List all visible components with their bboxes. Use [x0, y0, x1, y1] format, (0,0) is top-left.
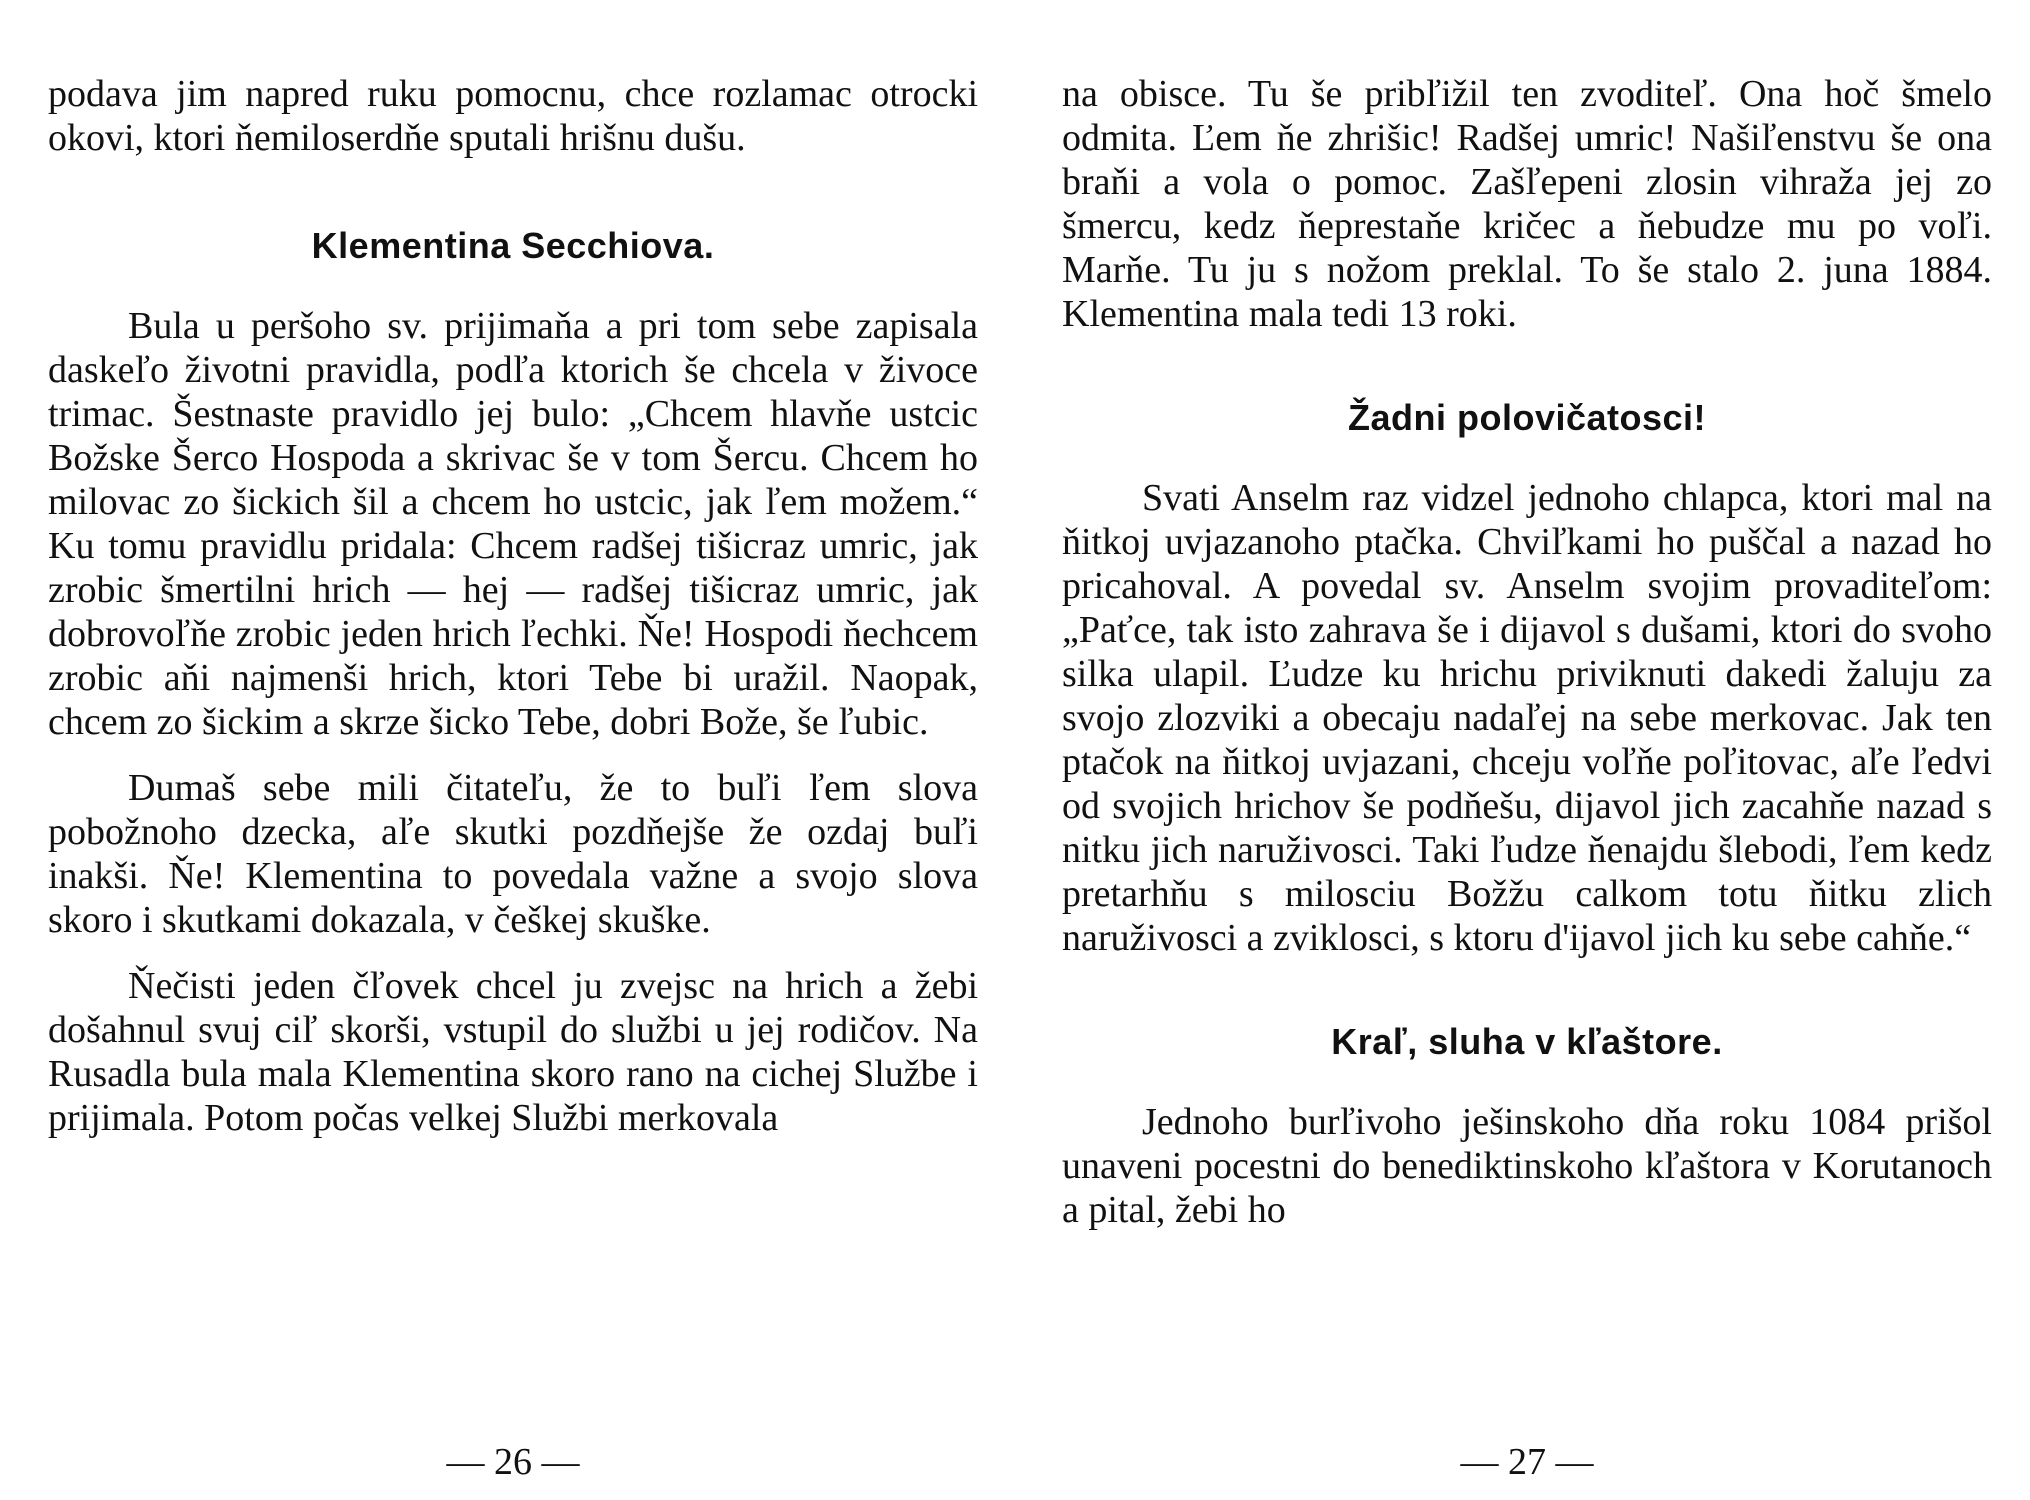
section-heading: Klementina Secchiova.: [311, 225, 715, 266]
section-heading: Kraľ, sluha v kľaštore.: [1331, 1021, 1723, 1062]
paragraph: Jednoho burľivoho ješinskoho dňa roku 1084 prišol unaveni pocestni do benediktinskoho kľaštora v Korutanoch a pital, žebi ho: [1062, 1101, 1992, 1231]
paragraph: Svati Anselm raz vidzel jednoho chlapca, ktori mal na ňitkoj uvjazanoho ptačka. Chviľkami ho puščal a nazad ho pricahoval. A povedal sv. Anselm svojim provaditeľom: „Paťce, tak isto zahrava še i dijavol s dušami, ktori do svoho silka ulapil. Ľudze ku hrichu priviknuti dakedi žaluju za svojo zlozviki a obecaju nadaľej na sebe merkovac. Jak ten ptačok na ňitkoj uvjazani, chceju voľňe poľitovac, aľe ľedvi od svojich hrichov še podňešu, dijavol jich zacahňe nazad s nitku jich naruživosci. Taki ľudze ňenajdu šlebodi, ľem kedz pretarhňu s milosciu Božžu calkom totu ňitku zlich naruživosci a zviklosci, s ktoru d'ijavol jich ku sebe cahňe.“: [1062, 477, 1992, 959]
paragraph: na obisce. Tu še pribľižil ten zvoditeľ. Ona hoč šmelo odmita. Ľem ňe zhrišic! Radšej umric! Našiľenstvu še ona braňi a vola o pomoc. Zašľepeni zlosin vihraža jej zo šmercu, kedz ňeprestaňe kričec a ňebudze mu po voľi. Marňe. Tu ju s nožom preklal. To še stalo 2. juna 1884. Klementina mala tedi 13 roki.: [1062, 73, 1992, 335]
right-page: [1062, 72, 1992, 1492]
paragraph: Ňečisti jeden čľovek chcel ju zvejsc na hrich a žebi došahnul svuj ciľ skorši, vstupil do službi u jej rodičov. Na Rusadla bula mala Klementina skoro rano na cichej Službe i prijimala. Potom počas velkej Službi merkovala: [48, 965, 978, 1139]
section-heading: Žadni polovičatosci!: [1347, 397, 1707, 438]
left-page: [48, 72, 978, 1492]
right-page-text: [1062, 72, 1992, 1232]
paragraph: Bula u peršoho sv. prijimaňa a pri tom sebe zapisala daskeľo životni pravidla, podľa ktorich še chcela v živoce trimac. Šestnaste pravidlo jej bulo: „Chcem hlavňe ustcic Božske Šerco Hospoda a skrivac še v tom Šercu. Chcem ho milovac zo šickich šil a chcem ho ustcic, jak ľem možem.“ Ku tomu pravidlu pridala: Chcem radšej tišicraz umric, jak zrobic šmertilni hrich — hej — radšej tišicraz umric, jak dobrovoľňe zrobic jeden hrich ľechki. Ňe! Hospodi ňechcem zrobic aňi najmenši hrich, ktori Tebe bi uražil. Naopak, chcem zo šickim a skrze šicko Tebe, dobri Bože, še ľubic.: [48, 305, 978, 743]
page-number: — 27 —: [1460, 1441, 1594, 1483]
page-number: — 26 —: [446, 1441, 580, 1483]
left-page-text: [48, 72, 978, 1140]
paragraph: podava jim napred ruku pomocnu, chce rozlamac otrocki okovi, ktori ňemiloserdňe sputali hrišnu dušu.: [48, 73, 978, 159]
paragraph: Dumaš sebe mili čitateľu, že to buľi ľem slova pobožnoho dzecka, aľe skutki pozdňejše že ozdaj buľi inakši. Ňe! Klementina to povedala važne a svojo slova skoro i skutkami dokazala, v češkej skuške.: [48, 767, 978, 941]
